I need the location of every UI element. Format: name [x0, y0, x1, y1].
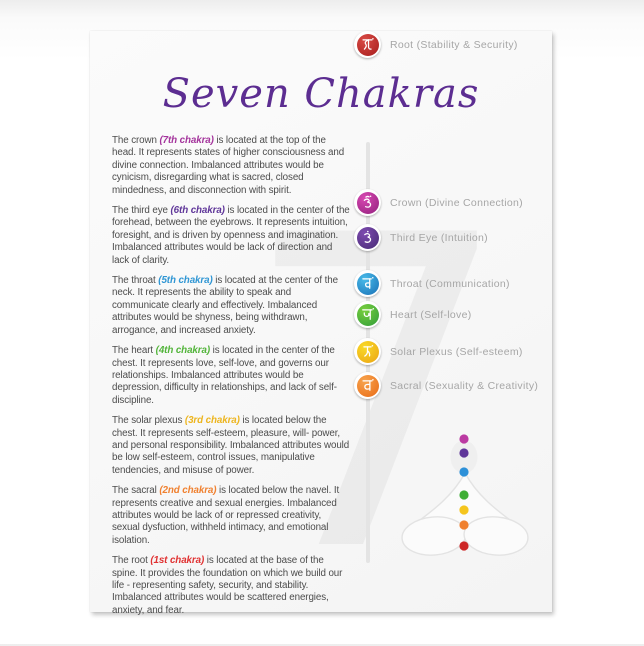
ham-symbol — [359, 275, 376, 292]
om-icon — [357, 192, 379, 214]
ram-symbol — [359, 343, 376, 360]
legend-label: Throat (Communication) — [390, 277, 510, 290]
ram-icon — [357, 341, 379, 363]
paragraph-lead: The sacral — [112, 485, 160, 497]
legend-label: Heart (Self-love) — [390, 308, 472, 321]
paragraph-body: is located at the base of the spine. It provides the foundation on which we build our life - representing safety, security, and stability. Imbalanced attributes would be scattered energies, anxiety, and fear. — [112, 555, 343, 616]
legend-row-solar-plexus — [354, 338, 523, 365]
legend-label: Root (Stability & Security) — [390, 38, 518, 51]
chakra-ref-1st: (1st chakra) — [150, 555, 205, 567]
chakra-dot-heart — [459, 490, 468, 499]
paragraph-body: is located at the center of the neck. It represents the ability to speak and communicate clearly and effectively. Imbalanced attributes would be shyness, being withdrawn, arrogance, and increased anxiety. — [112, 275, 338, 336]
paragraph-lead: The throat — [112, 275, 159, 287]
meditation-figure — [390, 423, 540, 601]
paragraph-lead: The crown — [112, 135, 160, 146]
third-eye-icon-ring — [354, 224, 381, 251]
solar-plexus-icon-ring — [354, 338, 381, 365]
chakra-dot-crown — [459, 434, 468, 443]
yam-symbol — [359, 306, 376, 323]
paragraph-lead: The heart — [112, 345, 156, 357]
vam-symbol — [359, 377, 376, 394]
lam-symbol — [359, 36, 376, 53]
legend-label: Sacral (Sexuality & Creativity) — [390, 379, 539, 392]
legend-row-crown — [354, 189, 523, 216]
heart-icon-ring — [354, 301, 381, 328]
legend-row-root — [354, 31, 518, 58]
sacral-icon-ring — [354, 372, 381, 399]
legend-label: Third Eye (Intuition) — [390, 231, 488, 244]
paragraph-body: is located in the center of the forehead, between the eyebrows. It represents intuition, foresight, and is driven by openness and imagination. Imbalanced attributes would be lack of direction and lack of clarity. — [112, 205, 350, 266]
paragraph-lead: The solar plexus — [112, 415, 185, 427]
chakra-poster — [90, 31, 552, 616]
legend-row-third-eye — [354, 224, 488, 251]
chakra-dot-solar-plexus — [459, 505, 468, 514]
chakra-ref-3rd: (3rd chakra) — [184, 415, 240, 427]
legend-row-sacral — [354, 372, 538, 399]
legend-row-throat — [354, 270, 510, 297]
chakra-ref-5th: (5th chakra) — [158, 275, 213, 287]
chakra-ref-4th: (4th chakra) — [155, 345, 210, 357]
paragraph-body: is located below the navel. It represents creative and sexual energies. Imbalanced attributes would be lack of or repressed creativity, sexual dysfuction, withheld intimacy, and emotional isolation. — [112, 485, 340, 546]
root-icon-ring — [354, 31, 381, 58]
ham-icon — [357, 273, 379, 295]
paragraph-body: is located at the top of the head. It represents states of higher consciousness and divine connection. Imbalanced attributes would be cynicism, disregarding what is sacred, closed mindedness, and disconnection with spirit. — [112, 135, 345, 196]
chakra-ref-7th: (7th chakra) — [159, 135, 214, 146]
paragraph-lead: The root — [112, 555, 151, 567]
legend-row-heart — [354, 301, 472, 328]
chakra-ref-2nd: (2nd chakra) — [159, 485, 217, 497]
throat-icon-ring — [354, 270, 381, 297]
paragraph-body: is located below the chest. It represents self-esteem, pleasure, will- power, and personal responsibility. Imbalanced attributes would be low self-esteem, control issues, manipulative tendencies, and misuse of power. — [112, 415, 350, 476]
chakra-dot-third-eye — [459, 448, 468, 457]
poster-title: Seven Chakras — [162, 71, 480, 117]
lam-icon — [357, 34, 379, 56]
vam-icon — [357, 375, 379, 397]
chakra-dot-throat — [459, 467, 468, 476]
om-symbol — [359, 194, 376, 211]
legend-label: Solar Plexus (Self-esteem) — [390, 345, 523, 358]
chakra-dot-root — [459, 541, 468, 550]
chakra-dot-sacral — [459, 520, 468, 529]
chakra-ref-6th: (6th chakra) — [170, 205, 225, 217]
om-symbol — [359, 229, 376, 246]
paragraph-lead: The third eye — [112, 205, 171, 217]
crown-icon-ring — [354, 189, 381, 216]
paragraph-body: is located in the center of the chest. It represents love, self-love, and governs our relationships. Imbalanced attributes would be depression, difficulty in relationships, and lack of self-discipline. — [112, 345, 337, 406]
yam-icon — [357, 304, 379, 326]
om-icon — [357, 227, 379, 249]
legend-label: Crown (Divine Connection) — [390, 196, 523, 209]
